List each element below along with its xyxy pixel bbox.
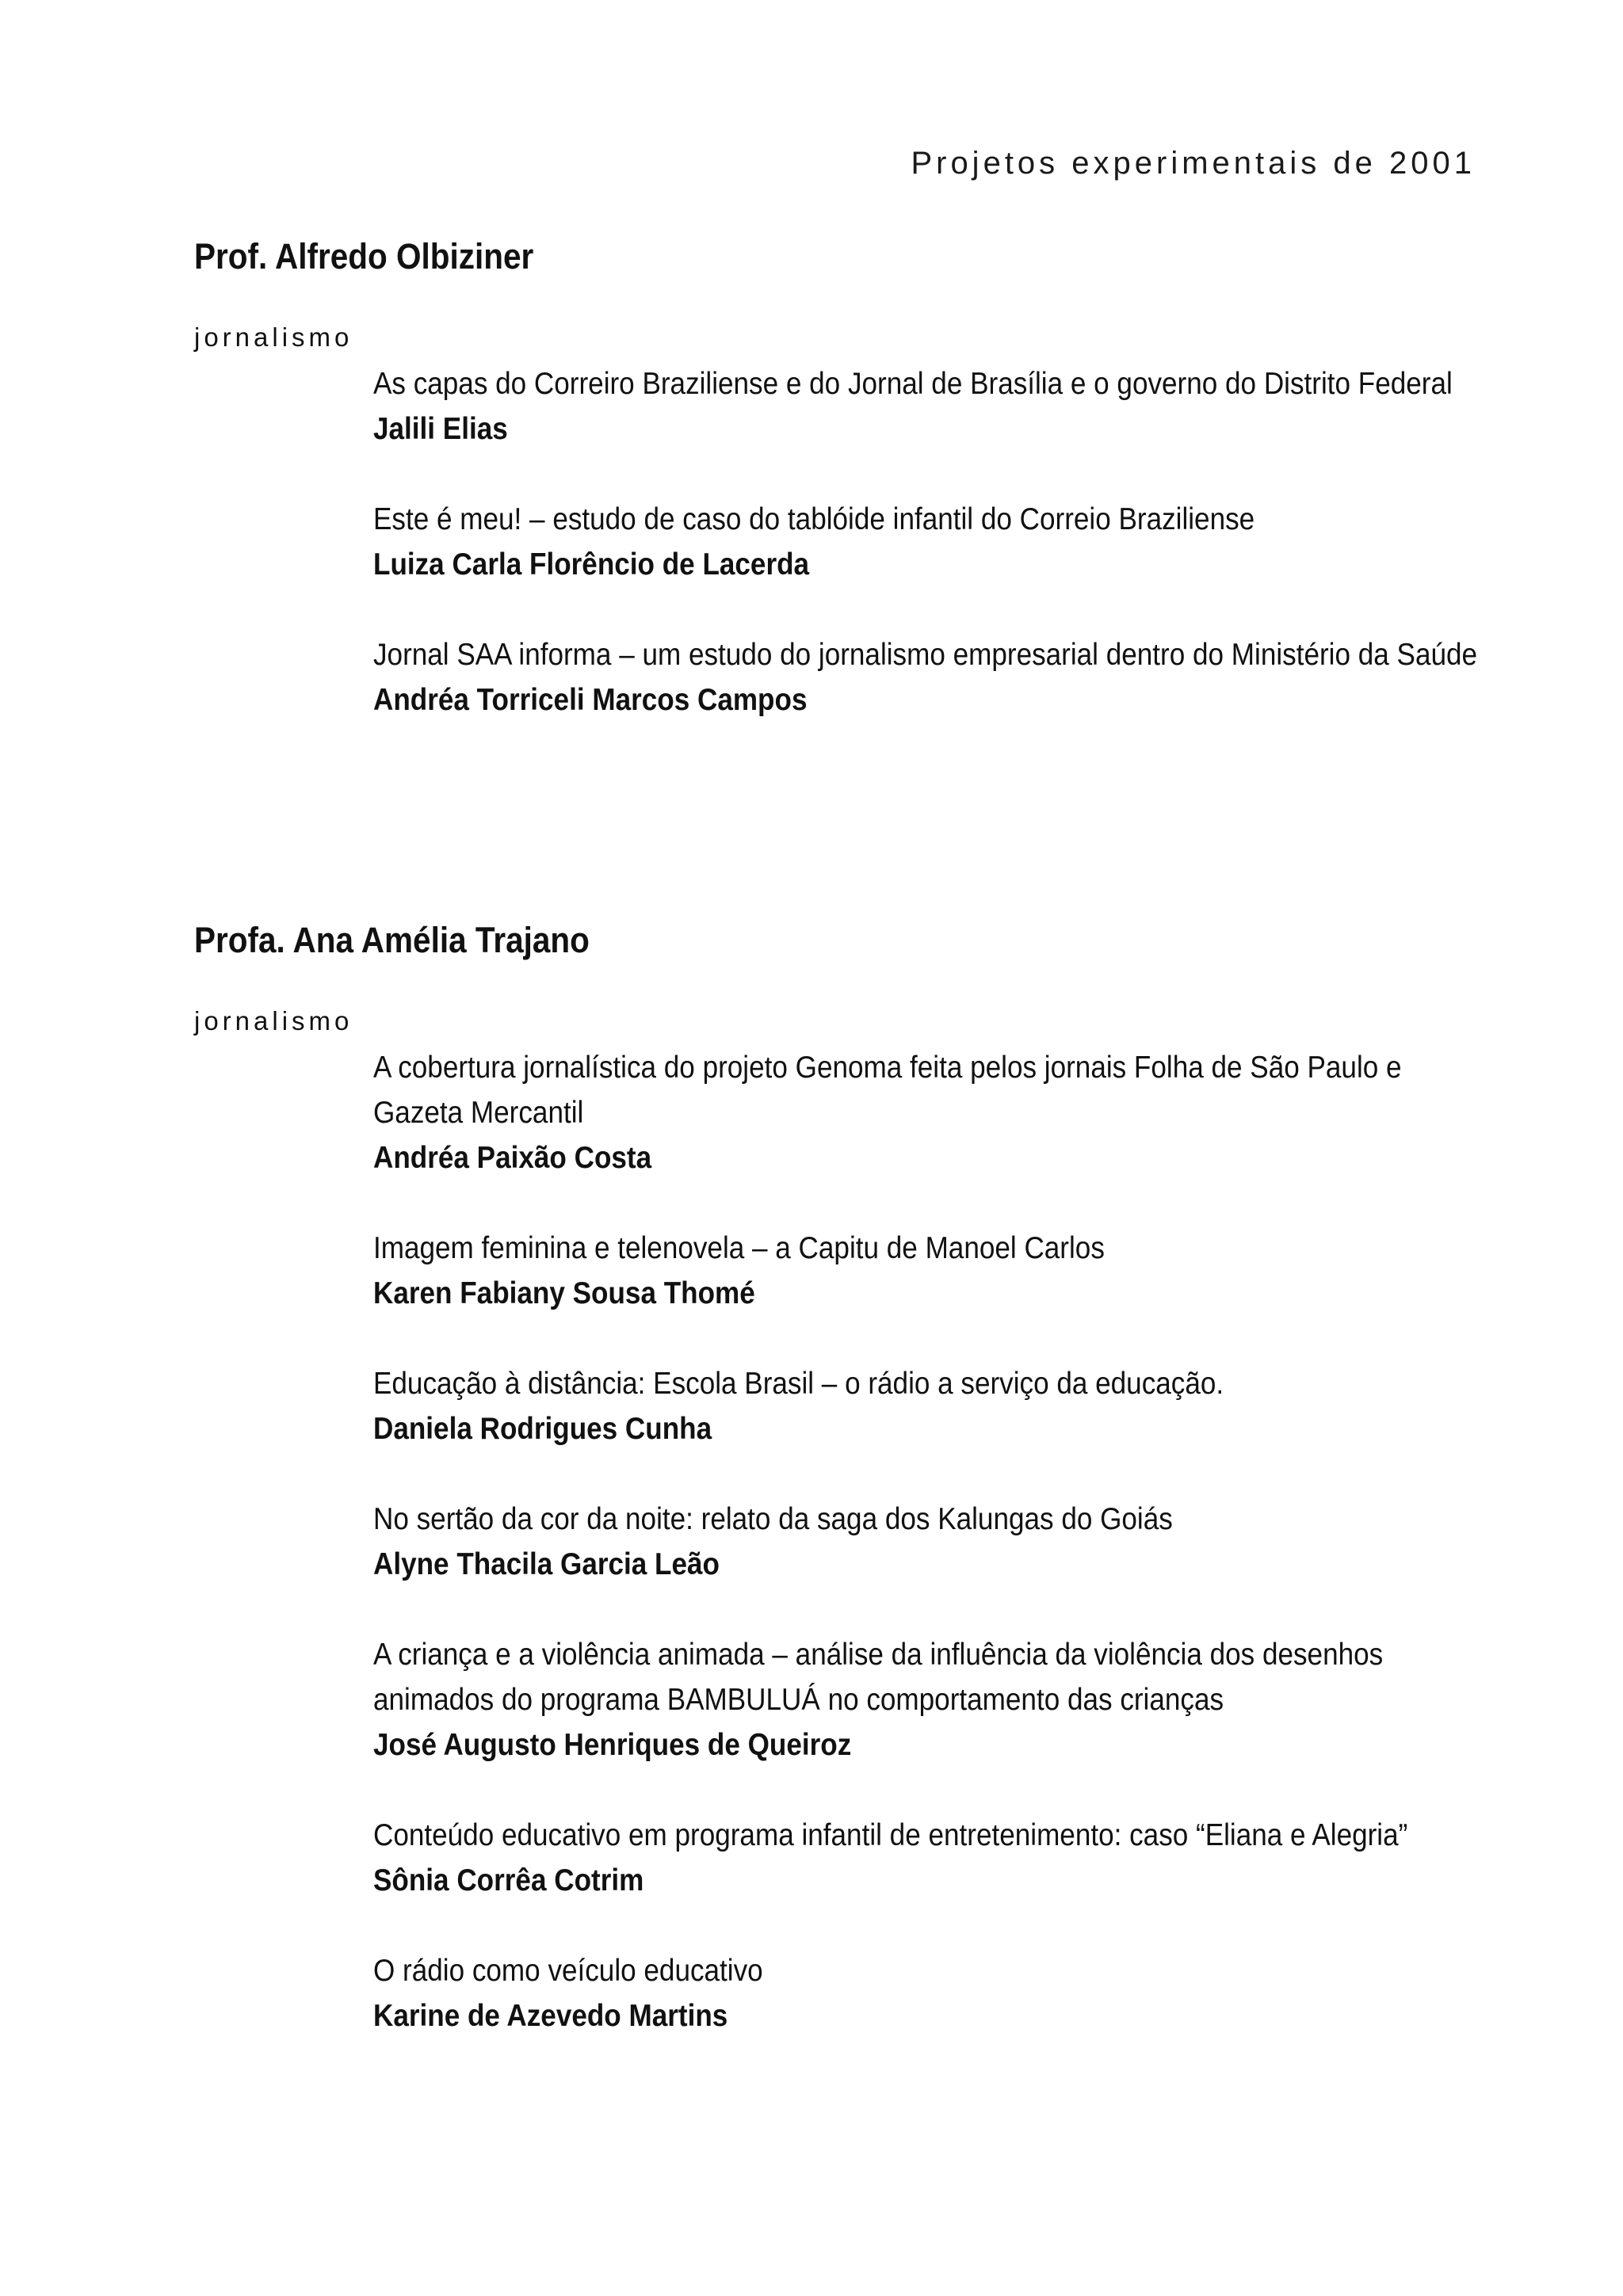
project-author: Daniela Rodrigues Cunha: [373, 1412, 712, 1446]
project-entry: [373, 1948, 1478, 2039]
project-entry: [373, 497, 1478, 587]
project-author: Jalili Elias: [373, 412, 508, 446]
project-author: José Augusto Henriques de Queiroz: [373, 1728, 852, 1762]
project-entry: [373, 1497, 1478, 1587]
area-label: jornalismo: [194, 1006, 353, 1035]
professor-name: Profa. Ana Amélia Trajano: [194, 920, 590, 960]
area-label: jornalismo: [194, 322, 353, 352]
section-professor-1: [194, 231, 1478, 768]
project-title: Conteúdo educativo em programa infantil de entretenimento: caso “Eliana e Alegria”: [373, 1818, 1408, 1852]
project-entry: [373, 1632, 1478, 1768]
project-list: [373, 1045, 1478, 2039]
project-entry: [373, 632, 1478, 723]
project-author: Karen Fabiany Sousa Thomé: [373, 1276, 755, 1310]
project-author: Luiza Carla Florêncio de Lacerda: [373, 547, 810, 582]
project-title: A cobertura jornalística do projeto Genoma feita pelos jornais Folha de São Paulo e Gazeta Mercantil: [373, 1051, 1402, 1130]
project-title: Este é meu! – estudo de caso do tablóide infantil do Correio Braziliense: [373, 502, 1255, 536]
project-entry: [373, 1361, 1478, 1451]
project-author: Andréa Torriceli Marcos Campos: [373, 683, 808, 717]
project-title: A criança e a violência animada – análise da influência da violência dos desenhos animados do programa BAMBULUÁ no comportamento das crianças: [373, 1638, 1384, 1717]
project-author: Sônia Corrêa Cotrim: [373, 1863, 644, 1897]
section-professor-2: [194, 915, 1478, 2084]
project-title: As capas do Correiro Braziliense e do Jornal de Brasília e o governo do Distrito Federal: [373, 367, 1453, 401]
project-title: O rádio como veículo educativo: [373, 1954, 763, 1988]
project-list: [373, 361, 1478, 723]
project-author: Andréa Paixão Costa: [373, 1141, 652, 1175]
professor-name: Prof. Alfredo Olbiziner: [194, 236, 534, 277]
project-title: Jornal SAA informa – um estudo do jornalismo empresarial dentro do Ministério da Saúde: [373, 638, 1478, 672]
project-entry: [373, 1226, 1478, 1316]
project-entry: [373, 361, 1478, 452]
project-author: Alyne Thacila Garcia Leão: [373, 1547, 720, 1581]
project-entry: [373, 1045, 1478, 1180]
project-title: No sertão da cor da noite: relato da saga dos Kalungas do Goiás: [373, 1502, 1173, 1536]
project-title: Imagem feminina e telenovela – a Capitu de Manoel Carlos: [373, 1231, 1105, 1265]
page-header: Projetos experimentais de 2001: [911, 146, 1476, 181]
project-author: Karine de Azevedo Martins: [373, 1999, 728, 2033]
project-entry: [373, 1813, 1478, 1903]
project-title: Educação à distância: Escola Brasil – o rádio a serviço da educação.: [373, 1367, 1224, 1401]
